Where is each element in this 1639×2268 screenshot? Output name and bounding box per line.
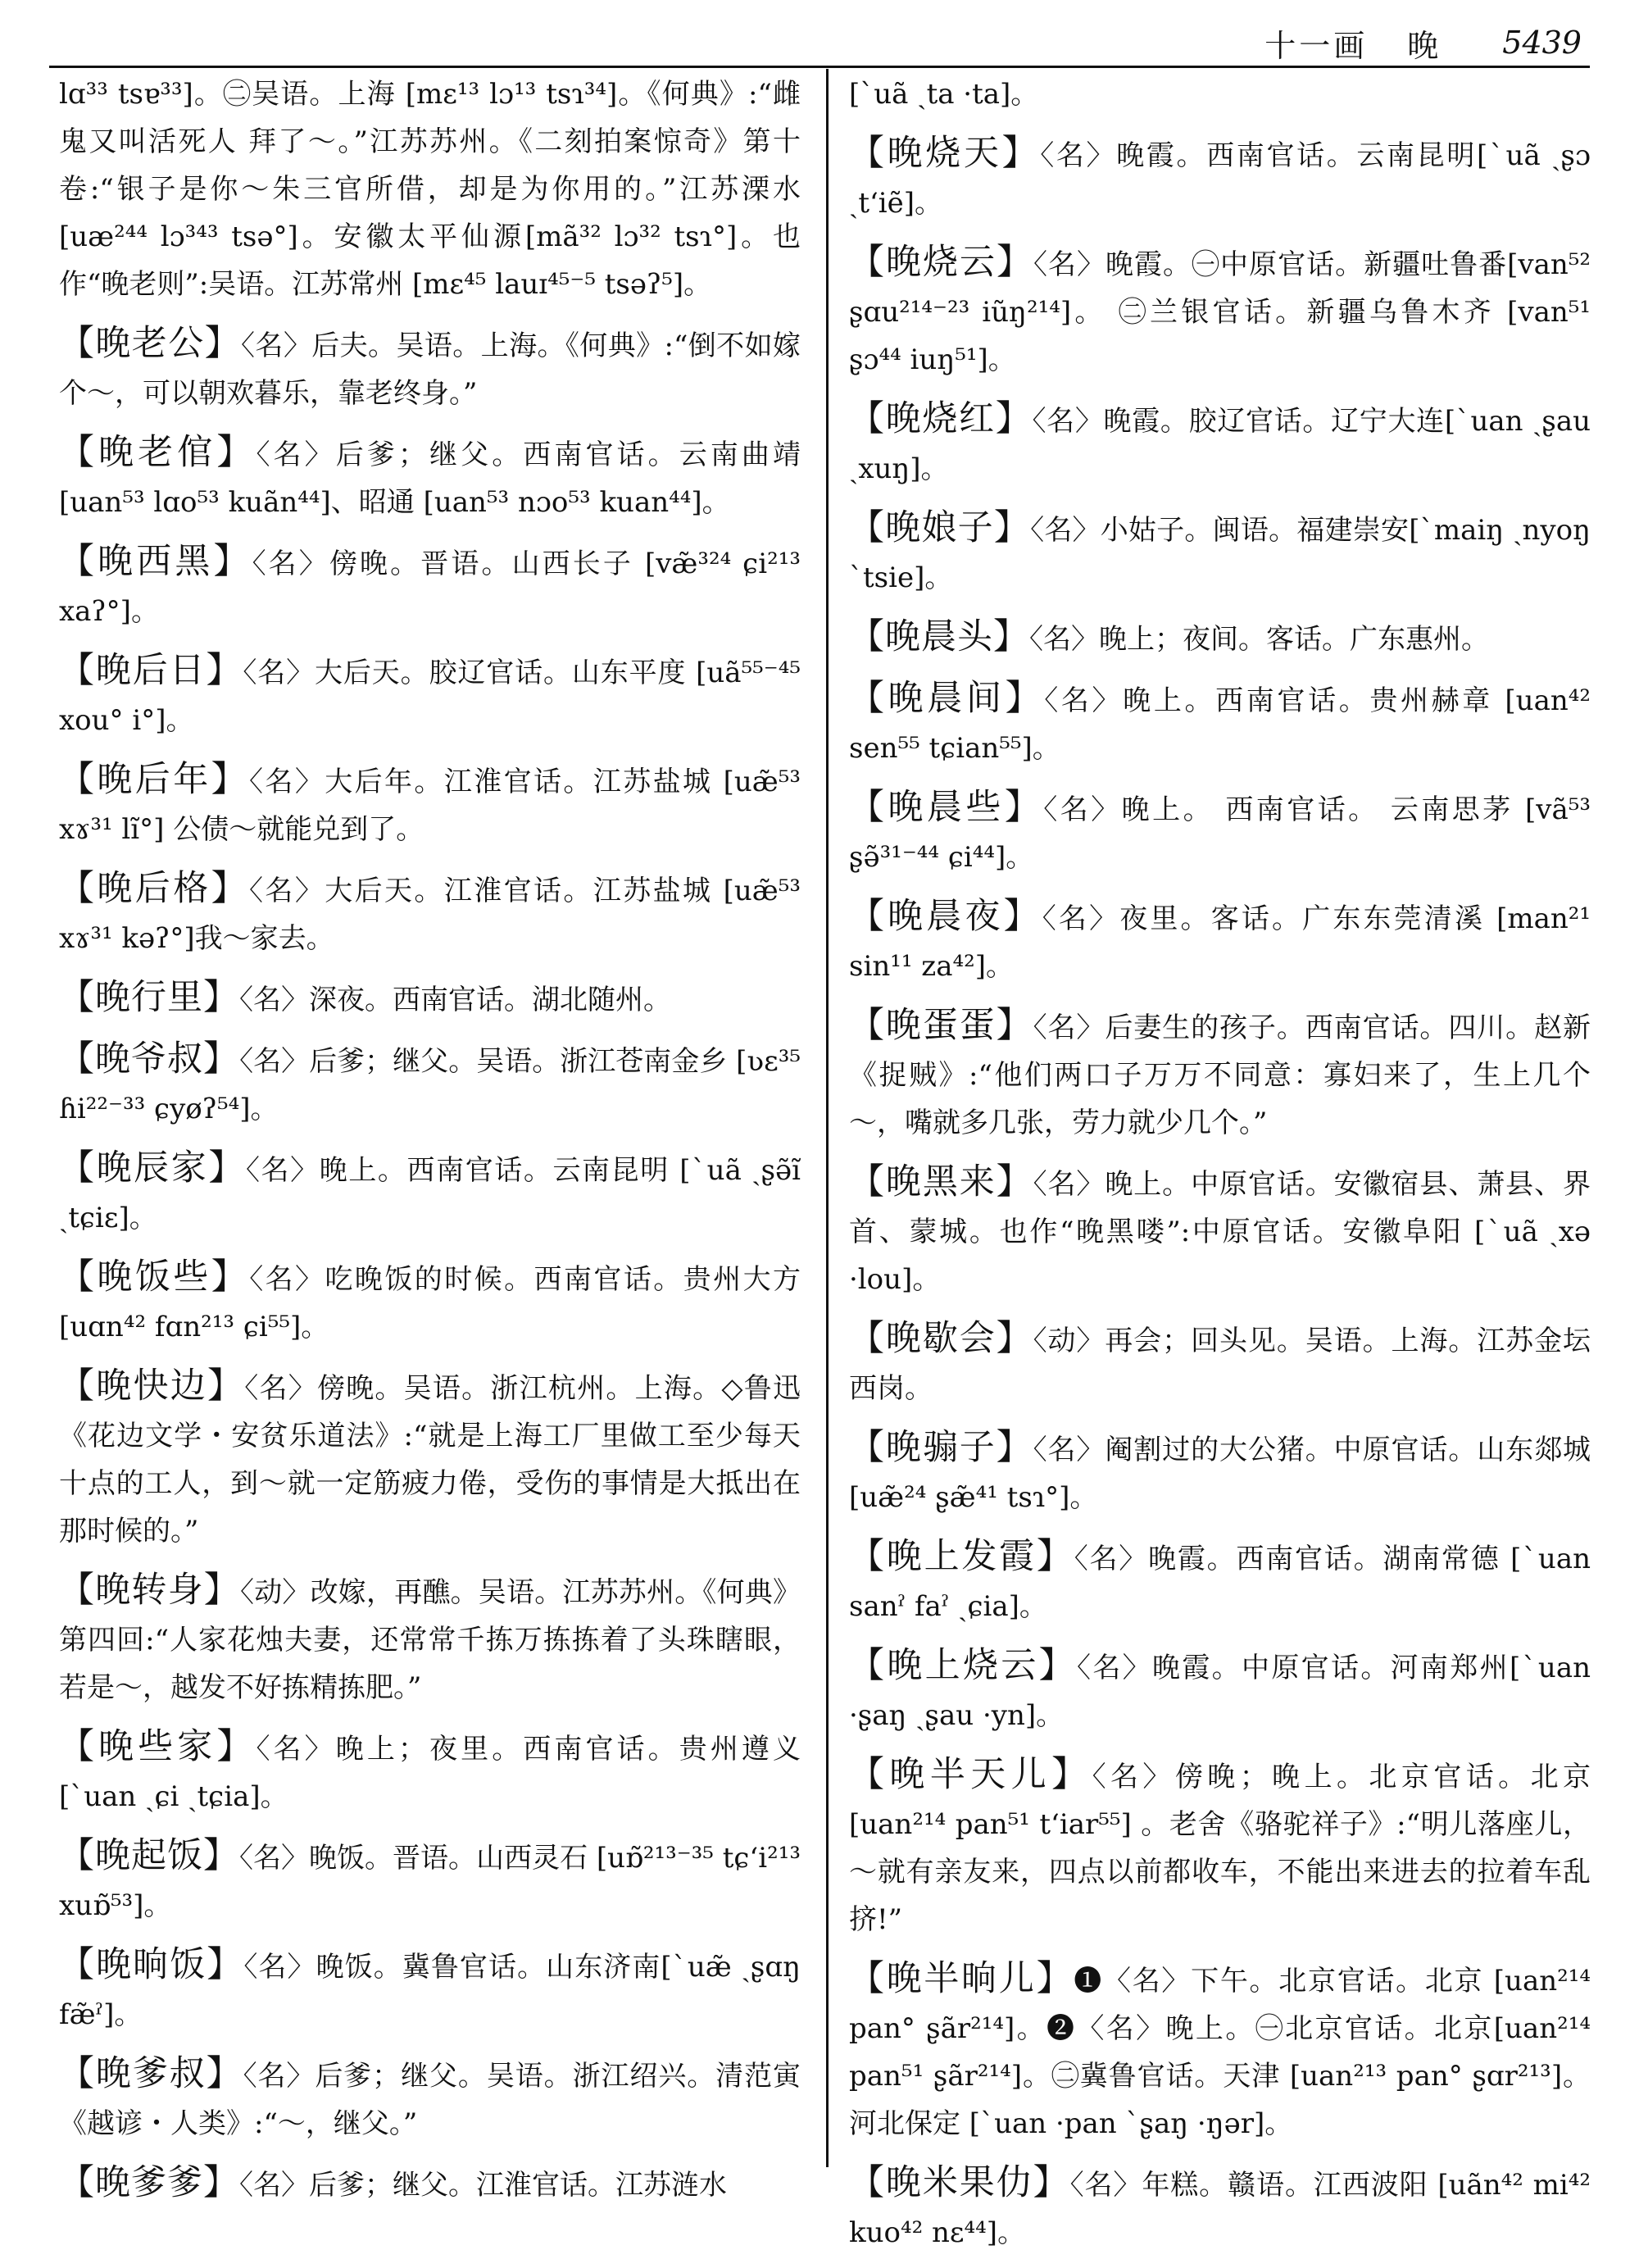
column-divider [826,69,829,2167]
page-number: 5439 [1502,25,1582,61]
left-column [59,70,801,2220]
header-rule [49,66,1590,68]
dictionary-entry [59,1144,801,1242]
entry-headword: 【晚行里】 [59,977,239,1018]
dictionary-entry [59,647,801,744]
dictionary-entry [59,974,801,1024]
entry-headword: 【晚老倌】 [59,432,257,473]
entry-text: 〈名〉大后天。胶辽官话。山东平度 [uã⁵⁵⁻⁴⁵ xou° i°]。 [59,657,801,737]
entry-headword: 【晚快边】 [59,1366,245,1407]
dictionary-entry [849,1955,1591,2148]
entry-headword: 【晚些家】 [59,1726,257,1767]
dictionary-entry [59,429,801,526]
entry-headword: 【晚上发霞】 [849,1536,1074,1577]
entry-text: 〈名〉小姑子。闽语。福建崇安[ˋmaiŋ ˏnyoŋ ˋtsie]。 [849,514,1591,594]
entry-text: 〈名〉晚上；夜里。西南官话。贵州遵义 [ˋuan ˏɕi ˏtɕia]。 [59,1733,801,1813]
entry-text: 〈名〉晚上；夜间。客话。广东惠州。 [1029,623,1489,656]
dictionary-entry [59,1253,801,1351]
dictionary-entry [59,2159,801,2209]
entry-headword: 【晚晌饭】 [59,1944,244,1985]
entry-headword: 【晚歇会】 [849,1318,1033,1359]
entry-text: 〈名〉后爹；继父。吴语。浙江苍南金乡 [ʋɛ³⁵ ɦi²²⁻³³ ɕyøʔ⁵⁴]。 [59,1045,801,1125]
entry-text: 〈名〉傍晚。吴语。浙江杭州。上海。◇鲁迅《花边文学・安贫乐道法》:“就是上海工厂里做工至少每天十点的工人，到～就一定筋疲力倦，受伤的事情是大抵出在那时候的。” [59,1372,801,1548]
entry-text: 〈名〉晚上。 西南官话。 云南思茅 [vã⁵³ ʂə̃³¹⁻⁴⁴ ɕi⁴⁴]。 [849,793,1591,874]
dictionary-entry [59,1362,801,1555]
entry-text: 〈名〉后妻生的孩子。西南官话。四川。赵新《捉贼》:“他们两口子万万不同意：寡妇来了，生上几个～，嘴就多几张，劳力就少几个。” [849,1011,1591,1139]
entry-headword: 【晚黑来】 [849,1161,1033,1202]
entry-headword: 【晚晨间】 [849,678,1045,719]
entry-text: 〈名〉傍晚。晋语。山西长子 [væ̃³²⁴ ɕi²¹³ xaʔ°]。 [59,548,801,628]
dictionary-entry [59,756,801,853]
section-label: 十一画 [1264,27,1369,64]
header-character: 晚 [1407,27,1439,64]
entry-headword: 【晚晨夜】 [849,896,1042,937]
dictionary-entry [849,1424,1591,1521]
entry-headword: 【晚烧红】 [849,398,1033,439]
dictionary-entry [59,2050,801,2148]
entry-text: 〈名〉后爹；继父。西南官话。云南曲靖 [uan⁵³ lɑo⁵³ kuãn⁴⁴]、昭通 [uan⁵³ nɔo⁵³ kuan⁴⁴]。 [59,439,801,519]
entry-headword: 【晚娘子】 [849,507,1031,548]
entry-text: 〈名〉夜里。客话。广东东莞清溪 [man²¹ sin¹¹ za⁴²]。 [849,902,1591,983]
entry-text: 〈名〉后夫。吴语。上海。《何典》:“倒不如嫁个～，可以朝欢暮乐，靠老终身。” [59,330,801,410]
entry-headword: 【晚烧天】 [849,133,1041,174]
entry-text: 〈动〉改嫁，再醮。吴语。江苏苏州。《何典》第四回:“人家花烛夫妻，还常常千拣万拣拣着了头珠瞎眼，若是～，越发不好拣精拣肥。” [59,1576,801,1704]
dictionary-entry [849,239,1591,384]
entry-headword: 【晚后格】 [59,868,250,909]
dictionary-entry [849,2159,1591,2257]
entry-headword: 【晚爹叔】 [59,2053,243,2094]
dictionary-entry [59,320,801,417]
entry-headword: 【晚饭些】 [59,1257,250,1298]
entry-text: 〈名〉晚霞。中原官话。河南郑州[ˋuan ·ʂaŋ ˏʂau ·yn]。 [849,1652,1591,1732]
entry-text: 〈名〉大后年。江淮官话。江苏盐城 [uæ̃⁵³ xɤ³¹ lĩ°] 公债～就能兑到了。 [59,766,801,846]
entry-headword: 【晚爷叔】 [59,1039,240,1079]
entry-text: 〈名〉晚饭。晋语。山西灵石 [uɒ̃²¹³⁻³⁵ tɕʻi²¹³ xuɒ̃⁵³]。 [59,1842,801,1922]
dictionary-entry [59,865,801,962]
dictionary-entry [849,613,1591,663]
dictionary-entry [59,1035,801,1133]
dictionary-entry [849,1158,1591,1303]
entry-headword: 【晚上烧云】 [849,1645,1077,1686]
page-header [1264,18,1582,67]
dictionary-entry [849,130,1591,227]
entry-text: 〈名〉傍晚；晚上。北京官话。北京[uan²¹⁴ pan⁵¹ tʻiar⁵⁵] 。老舍《骆驼祥子》:“明儿落座儿，～就有亲友来，四点以前都收车，不能出来进去的拉着车乱挤!” [849,1761,1591,1936]
entry-continuation [59,70,801,308]
dictionary-entry [59,1566,801,1711]
entry-headword: 【晚起饭】 [59,1835,240,1876]
dictionary-entry [849,1315,1591,1412]
entry-text: 〈名〉后爹；继父。吴语。浙江绍兴。清范寅《越谚・人类》:“～，继父。” [59,2060,801,2140]
entry-headword: 【晚老公】 [59,323,242,364]
entry-text: 〈名〉深夜。西南官话。湖北随州。 [239,984,671,1016]
dictionary-entry [59,1941,801,2038]
entry-text: 〈名〉阉割过的大公猪。中原官话。山东郯城[uæ̃²⁴ ʂæ̃⁴¹ tsɿ°]。 [849,1434,1591,1514]
dictionary-entry [59,1832,801,1929]
entry-text: ❶〈名〉下午。北京官话。北京 [uan²¹⁴ pan° ʂãr²¹⁴]。❷〈名〉晚上。㊀北京官话。北京[uan²¹⁴ pan⁵¹ ʂãr²¹⁴]。㊁冀鲁官话。天津 [uan²¹³ pan° ʂɑr²¹³]。河北保定 [ˋuan ·pan ˋʂaŋ ·ŋər]。 [849,1965,1591,2140]
entry-text: 〈名〉晚霞。胶辽官话。辽宁大连[ˋuan ˏʂau ˏxuŋ]。 [849,405,1591,485]
dictionary-entry [849,1751,1591,1943]
entry-headword: 【晚骟子】 [849,1427,1033,1468]
right-column [849,70,1591,2268]
entry-text: 〈名〉吃晚饭的时候。西南官话。贵州大方 [uɑn⁴² fɑn²¹³ ɕi⁵⁵]。 [59,1263,801,1343]
dictionary-entry [59,1723,801,1820]
entry-headword: 【晚转身】 [59,1570,240,1611]
dictionary-entry [849,1002,1591,1147]
entry-headword: 【晚爹爹】 [59,2162,239,2203]
dictionary-entry [849,675,1591,772]
entry-text: 〈名〉后爹；继父。江淮官话。江苏涟水 [239,2169,727,2202]
entry-text: lɑ³³ tsɐ³³]。㊁吴语。上海 [mɛ¹³ lɔ¹³ tsɿ³⁴]。《何典》:“雌鬼又叫活死人 拜了～。”江苏苏州。《二刻拍案惊奇》第十卷:“银子是你～朱三官所借，却是为你用的。”江苏溧水[uæ²⁴⁴ lɔ³⁴³ tsə°]。安徽太平仙源[mã³² lɔ³² tsɿ°]。也作“晚老则”:吴语。江苏常州 [mɛ⁴⁵ lauɪ⁴⁵⁻⁵ tsəʔ⁵]。 [59,78,801,301]
dictionary-entry [849,504,1591,602]
dictionary-entry [849,395,1591,493]
dictionary-entry [849,893,1591,990]
dictionary-entry [849,1642,1591,1739]
entry-text: 〈名〉晚霞。西南官话。湖南常德 [ˋuan sanˀ faˀ ˏɕia]。 [849,1543,1591,1623]
entry-headword: 【晚半晌儿】 [849,1958,1074,1999]
entry-headword: 【晚后年】 [59,759,250,800]
entry-text: 〈名〉晚上。西南官话。云南昆明 [ˋuã ˏʂə̃ĩ ˏtɕiɛ]。 [59,1154,801,1234]
entry-headword: 【晚米果仂】 [849,2162,1070,2203]
dictionary-entry [59,538,801,635]
entry-text: 〈名〉晚饭。冀鲁官话。山东济南[ˋuæ̃ ˏʂɑŋ fæ̃ˀ]。 [59,1951,801,2031]
entry-text: 〈动〉再会；回头见。吴语。上海。江苏金坛西岗。 [849,1325,1591,1405]
dictionary-entry [849,1533,1591,1630]
entry-text: 〈名〉晚霞。㊀中原官话。新疆吐鲁番[van⁵² ʂɑu²¹⁴⁻²³ iũŋ²¹⁴]。 ㊁兰银官话。新疆乌鲁木齐 [van⁵¹ ʂɔ⁴⁴ iuŋ⁵¹]。 [849,248,1591,376]
entry-text: [ˋuã ˏta ·ta]。 [849,78,1039,111]
entry-headword: 【晚辰家】 [59,1148,246,1189]
entry-headword: 【晚晨些】 [849,787,1044,828]
entry-text: 〈名〉大后天。江淮官话。江苏盐城 [uæ̃⁵³ xɤ³¹ kəʔ°]我～家去。 [59,875,801,955]
entry-text: 〈名〉晚霞。西南官话。云南昆明[ˋuã ˏʂɔ ˏtʻiẽ]。 [849,139,1591,220]
entry-headword: 【晚半天儿】 [849,1754,1092,1795]
dictionary-entry [849,784,1591,881]
entry-text: 〈名〉晚上。西南官话。贵州赫章 [uan⁴² sen⁵⁵ tɕian⁵⁵]。 [849,684,1591,765]
entry-headword: 【晚晨头】 [849,616,1029,657]
entry-text: 〈名〉晚上。中原官话。安徽宿县、萧县、界首、蒙城。也作“晚黑喽”:中原官话。安徽阜阳 [ˋuã ˏxə ·lou]。 [849,1168,1591,1296]
entry-headword: 【晚蛋蛋】 [849,1005,1033,1046]
entry-headword: 【晚后日】 [59,650,243,691]
entry-continuation [849,70,1591,118]
entry-headword: 【晚烧云】 [849,242,1034,283]
entry-headword: 【晚西黑】 [59,541,252,582]
entry-text: 〈名〉年糕。赣语。江西波阳 [uãn⁴² mi⁴² kuo⁴² nɛ⁴⁴]。 [849,2169,1591,2249]
